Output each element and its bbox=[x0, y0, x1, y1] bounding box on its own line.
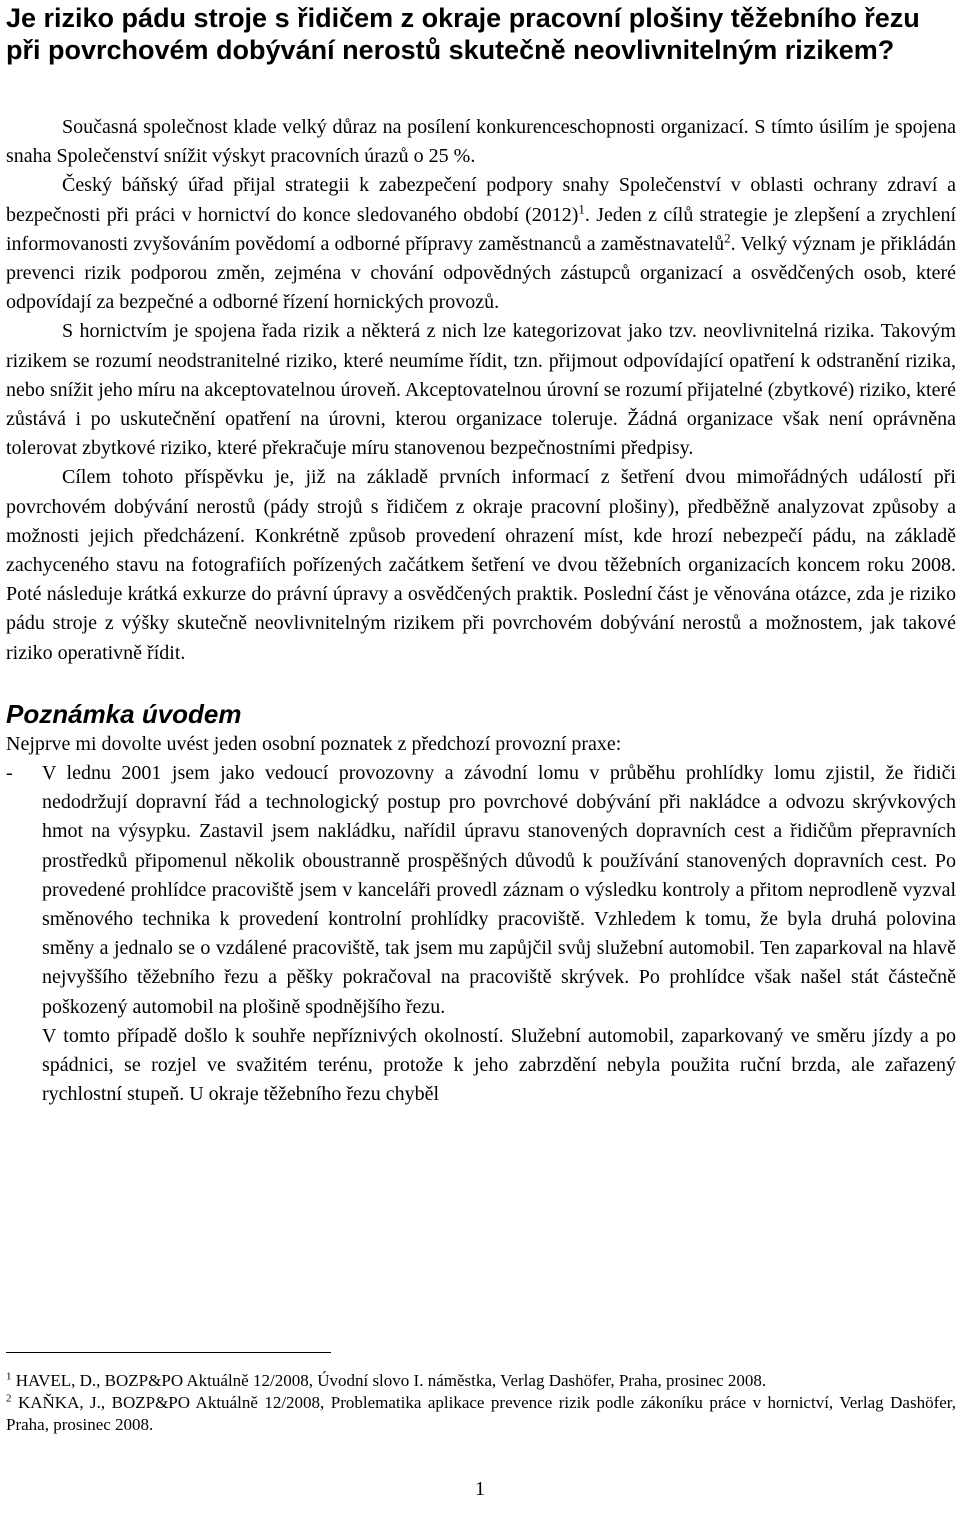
list-item bbox=[6, 759, 956, 1022]
list-item-text: V lednu 2001 jsem jako vedoucí provozovny a závodní lomu v průběhu prohlídky lomu zjistil, že řidiči nedodržují dopravní řád a technologický postup pro povrchové dobývání při nakládce a odvozu skrývkových hmot na výsypku. Zastavil jsem nakládku, nařídil úpravu stanovených dopravních cest a řidičům přepravních prostředků připomenul několik oboustranně prospěšných důvodů k používání stanovených dopravních cest. Po provedené prohlídce pracoviště jsem v kanceláři provedl záznam o výsledku kontroly a přitom neprodleně vyzval směnového technika k provedení kontrolní prohlídky pracoviště. Vzhledem k tomu, že byla druhá polovina směny a jednalo se o vzdálené pracoviště, tak jsem mu zapůjčil svůj služební automobil. Ten zaparkoval na hlavě nejvyššího těžebního řezu a pěšky pokračoval na pracoviště skrývek. Po prohlídce však našel stát částečně poškozený automobil na plošině spodnějšího řezu. bbox=[42, 762, 956, 1018]
intro-paragraph-3: S hornictvím je spojena řada rizik a některá z nich lze kategorizovat jako tzv. neovlivnitelná rizika. Takovým rizikem se rozumí neodstranitelné riziko, které neumíme řídit, tzn. přijmout odpovídající opatření k odstranění rizika, nebo snížit jeho míru na akceptovatelnou úroveň. Akceptovatelnou úrovní se rozumí přijatelné (zbytkové) riziko, které zůstává i po uskutečnění opatření na úrovni, kterou organizace toleruje. Žádná organizace však není oprávněna tolerovat zbytkové riziko, které překračuje míru stanovenou bezpečnostními předpisy. bbox=[6, 320, 956, 460]
footnote-1-text: HAVEL, D., BOZP&PO Aktuálně 12/2008, Úvodní slovo I. náměstka, Verlag Dashöfer, Praha, prosinec 2008. bbox=[15, 1371, 767, 1390]
intro-paragraph-2 bbox=[6, 171, 956, 317]
list-dash: - bbox=[6, 762, 13, 785]
section-heading: Poznámka úvodem bbox=[6, 698, 242, 729]
intro-paragraph-1: Současná společnost klade velký důraz na posílení konkurenceschopnosti organizací. S tímto úsilím je spojena snaha Společenství snížit výskyt pracovních úrazů o 25 %. bbox=[6, 116, 956, 168]
footnote-ref-1[interactable]: 1 bbox=[578, 200, 585, 216]
footnote-1-number: 1 bbox=[6, 1370, 12, 1383]
intro-paragraph-2-part-b: . Jeden z cílů strategie je zlepšení a zrychlení informovanosti zvyšováním povědomí a odborné přípravy zaměstnanců a zaměstnavatelů bbox=[6, 203, 956, 255]
footnote-ref-2[interactable]: 2 bbox=[724, 230, 731, 246]
document-page bbox=[6, 0, 956, 1110]
footnote-2-number: 2 bbox=[6, 1392, 12, 1405]
section-lead: Nejprve mi dovolte uvést jeden osobní poznatek z předchozí provozní praxe: bbox=[6, 732, 622, 755]
footnotes bbox=[6, 1370, 956, 1436]
page-number: 1 bbox=[475, 1478, 485, 1500]
spacer bbox=[6, 66, 956, 113]
footnote-2-text: KAŇKA, J., BOZP&PO Aktuálně 12/2008, Problematika aplikace prevence rizik podle zákoníku práce v hornictví, Verlag Dashöfer, Praha, prosinec 2008. bbox=[6, 1393, 957, 1434]
document-title: Je riziko pádu stroje s řidičem z okraje pracovní plošiny těžebního řezu při povrchovém dobývání nerostů skutečně neovlivnitelným rizikem? bbox=[6, 3, 920, 65]
list-item-continuation: V tomto případě došlo k souhře nepříznivých okolností. Služební automobil, zaparkovaný ve směru jízdy a po spádnici, se rozjel ve svažitém terénu, protože k jeho zabrzdění nebyla použita ruční brzda, ale zařazený rychlostní stupeň. U okraje těžebního řezu chyběl bbox=[42, 1024, 956, 1106]
footnote-2 bbox=[6, 1392, 956, 1436]
intro-paragraph-4: Cílem tohoto příspěvku je, již na základě prvních informací z šetření dvou mimořádných událostí při povrchovém dobývání nerostů (pády strojů s řidičem z okraje pracovní plošiny), předběžně analyzovat způsoby a možnosti jejich předcházení. Konkrétně způsob provedení ohrazení míst, kde hrozí nebezpečí pádu, na základě zachyceného stavu na fotografiích pořízených začátkem šetření ve dvou těžebních organizacích koncem roku 2008. Poté následuje krátká exkurze do právní úpravy a osvědčených praktik. Poslední část je věnována otázce, zda je riziko pádu stroje z výšky skutečně neovlivnitelným rizikem při povrchovém dobývání nerostů a možnostem, jak takové riziko operativně řídit. bbox=[6, 466, 956, 664]
footnote-1 bbox=[6, 1370, 956, 1392]
footnote-separator bbox=[6, 1352, 331, 1353]
intro-paragraph-2-part-a: Český báňský úřad přijal strategii k zabezpečení podpory snahy Společenství v oblasti ochrany zdraví a bezpečnosti při práci v hornictví do konce sledovaného období (2012) bbox=[6, 174, 956, 226]
intro-paragraph-2-part-c: . Velký význam je přikládán prevenci rizik podporou změn, zejména v chování odpovědných zástupců organizací a osvědčených osob, které odpovídají za bezpečné a odborné řízení hornických provozů. bbox=[6, 232, 956, 314]
